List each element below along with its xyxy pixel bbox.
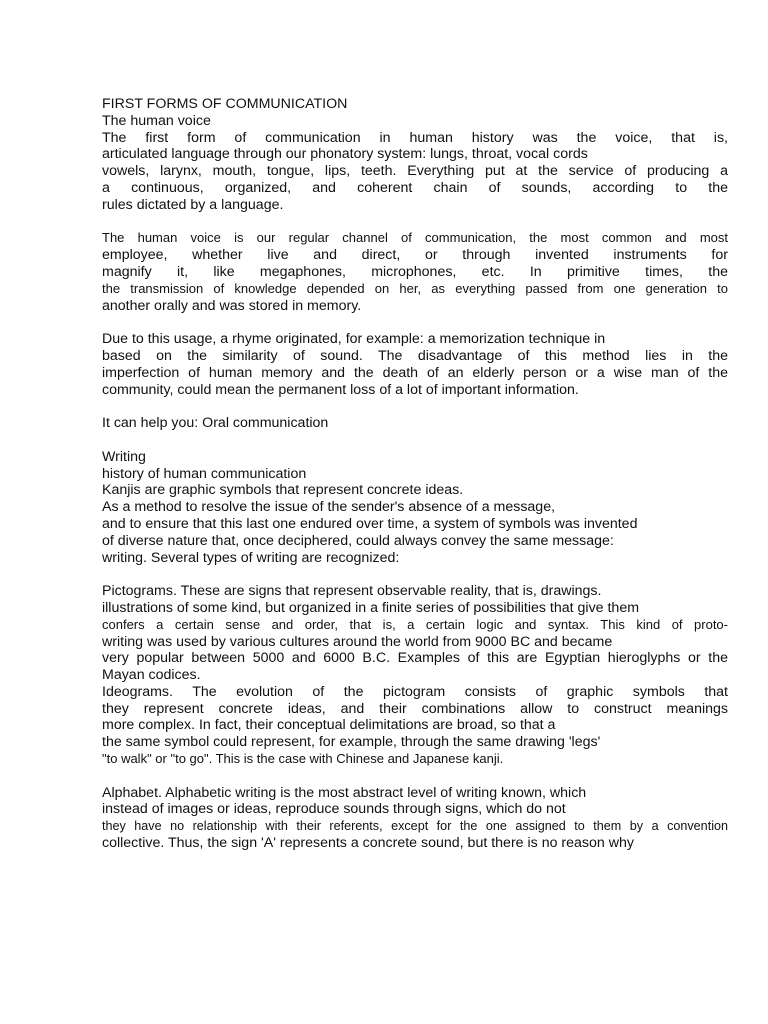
text-line: articulated language through our phonatory system: lungs, throat, vocal cords: [102, 146, 588, 163]
text-line: Writing: [102, 448, 146, 465]
text-line: The first form of communication in human history was the voice, that is,: [102, 129, 728, 146]
text-line: history of human communication: [102, 465, 307, 482]
text-line: another orally and was stored in memory.: [102, 297, 362, 314]
text-line: instead of images or ideas, reproduce sounds through signs, which do not: [102, 801, 566, 818]
text-line: It can help you: Oral communication: [102, 415, 329, 432]
text-line: illustrations of some kind, but organized in a finite series of possibilities that give them: [102, 599, 640, 616]
text-line: a continuous, organized, and coherent chain of sounds, according to the: [102, 179, 728, 196]
document-body: [102, 96, 728, 852]
text-line: employee, whether live and direct, or through invented instruments for: [102, 247, 728, 264]
text-line: writing was used by various cultures around the world from 9000 BC and became: [102, 633, 613, 650]
text-line: they represent concrete ideas, and their combinations allow to construct meanings: [102, 700, 728, 717]
text-line: Pictograms. These are signs that represent observable reality, that is, drawings.: [102, 583, 602, 600]
text-line: writing. Several types of writing are recognized:: [102, 549, 400, 566]
text-line: The human voice: [102, 112, 211, 129]
document-title: FIRST FORMS OF COMMUNICATION: [102, 96, 348, 112]
paragraph-gap: [102, 398, 728, 415]
text-line: and to ensure that this last one endured over time, a system of symbols was invented: [102, 515, 638, 532]
text-line: more complex. In fact, their conceptual delimitations are broad, so that a: [102, 717, 556, 734]
text-line: Due to this usage, a rhyme originated, for example: a memorization technique in: [102, 331, 606, 348]
paragraph-gap: [102, 314, 728, 331]
text-line: magnify it, like megaphones, microphones, etc. In primitive times, the: [102, 263, 728, 280]
text-line: very popular between 5000 and 6000 B.C. Examples of this are Egyptian hieroglyphs or the: [102, 650, 728, 667]
paragraph-gap: [102, 214, 728, 231]
text-line: community, could mean the permanent loss of a lot of important information.: [102, 381, 579, 398]
text-line: vowels, larynx, mouth, tongue, lips, teeth. Everything put at the service of producing a: [102, 163, 728, 180]
text-line: rules dictated by a language.: [102, 196, 284, 213]
text-line: "to walk" or "to go". This is the case with Chinese and Japanese kanji.: [102, 751, 504, 767]
paragraph-gap: [102, 566, 728, 583]
paragraph-gap: [102, 432, 728, 449]
text-line: As a method to resolve the issue of the sender's absence of a message,: [102, 499, 556, 516]
text-line: of diverse nature that, once deciphered, could always convey the same message:: [102, 532, 614, 549]
text-line: the transmission of knowledge depended on her, as everything passed from one generation to: [102, 280, 728, 296]
text-line: Alphabet. Alphabetic writing is the most abstract level of writing known, which: [102, 784, 587, 801]
text-line: the same symbol could represent, for example, through the same drawing 'legs': [102, 734, 601, 751]
text-line: Kanjis are graphic symbols that represent concrete ideas.: [102, 482, 464, 499]
text-line: imperfection of human memory and the death of an elderly person or a wise man of the: [102, 364, 728, 381]
text-line: they have no relationship with their referents, except for the one assigned to them by a convention: [102, 819, 728, 834]
text-line: Ideograms. The evolution of the pictogram consists of graphic symbols that: [102, 683, 728, 700]
text-line: confers a certain sense and order, that is, a certain logic and syntax. This kind of proto-: [102, 616, 728, 632]
text-line: The human voice is our regular channel of communication, the most common and most: [102, 230, 728, 246]
text-line: collective. Thus, the sign 'A' represents a concrete sound, but there is no reason why: [102, 835, 634, 852]
paragraph-gap: [102, 768, 728, 785]
text-line: Mayan codices.: [102, 667, 201, 684]
text-line: based on the similarity of sound. The disadvantage of this method lies in the: [102, 347, 728, 364]
